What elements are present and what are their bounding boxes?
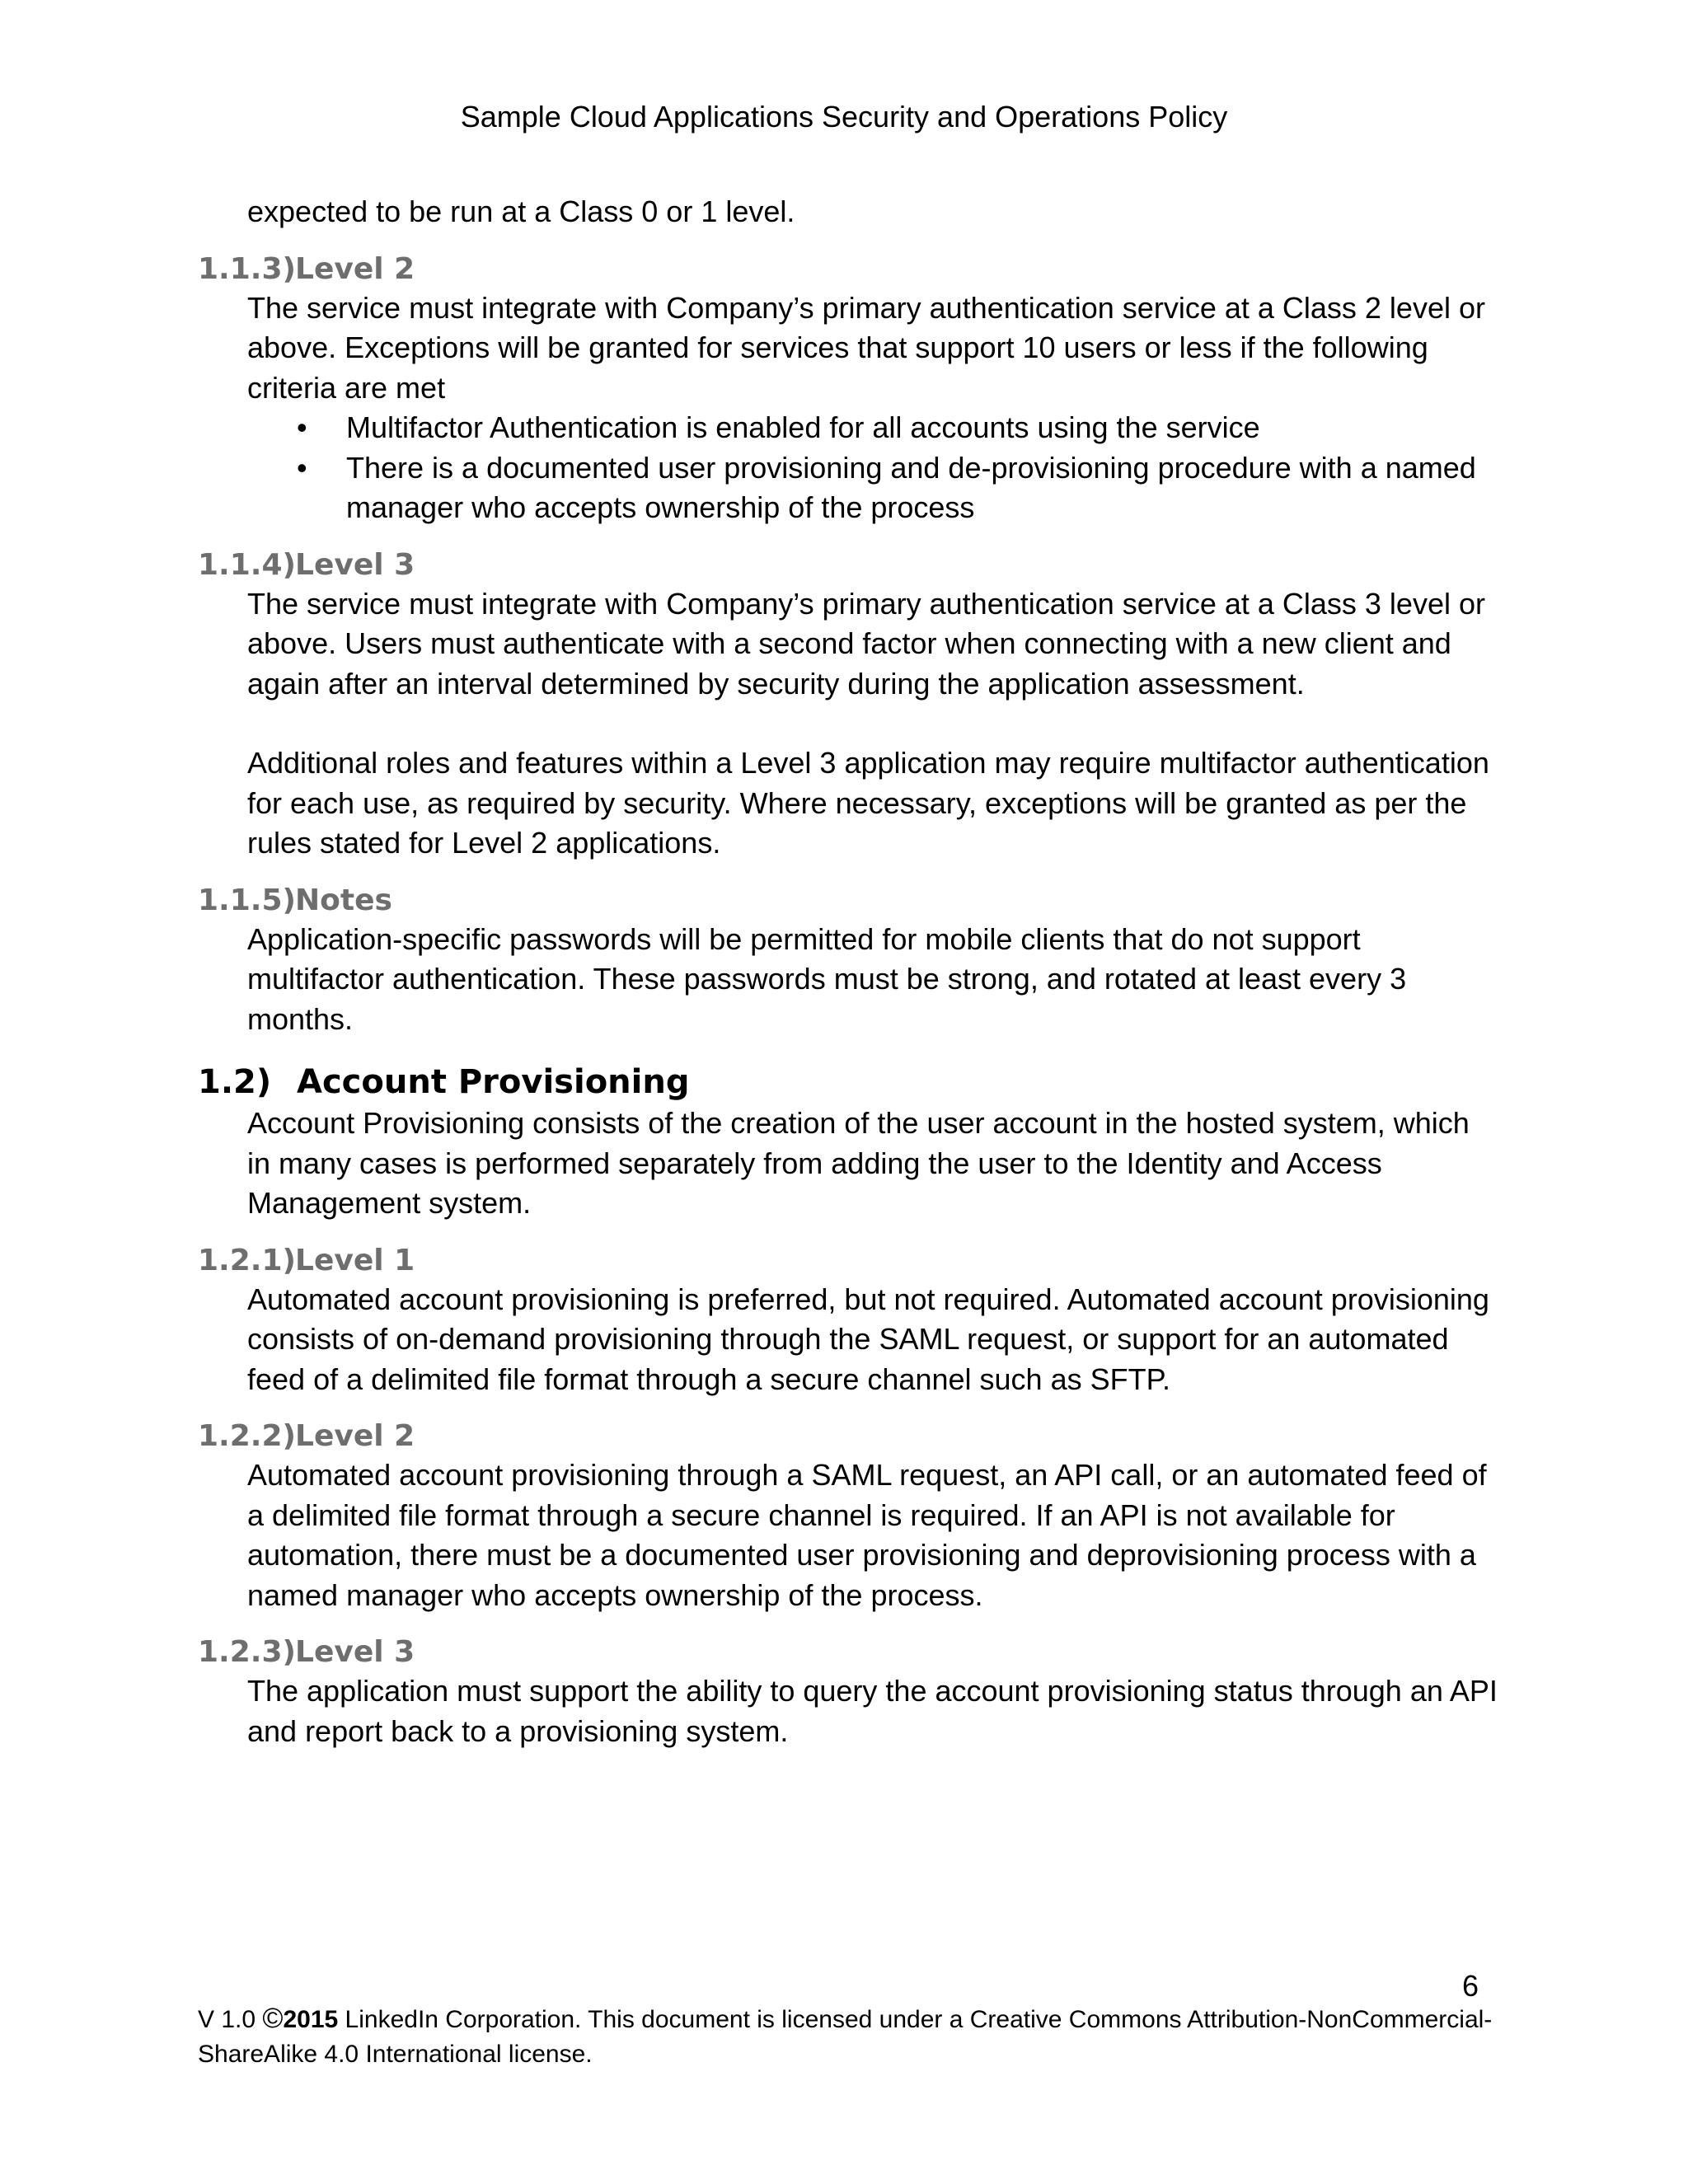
section-number: 1.1.4)	[198, 547, 296, 582]
section-1-2-2-paragraph: Automated account provisioning through a SAML request, an API call, or an automated feed of a delimited file format through a secure channel is required. If an API is not available for automation, there must be a documented user provisioning and deprovisioning process with a named manager who accepts ownership of the process.	[247, 1458, 1487, 1612]
section-1-1-3-heading	[198, 251, 1500, 288]
section-1-2-3-paragraph: The application must support the ability to query the account provisioning status through an API and report back to a provisioning system.	[247, 1674, 1498, 1748]
copyright-symbol: ©	[262, 2003, 284, 2034]
section-1-2-1-heading	[198, 1242, 1500, 1280]
section-title: Level 1	[295, 1243, 415, 1277]
bullet-icon: •	[297, 450, 307, 485]
section-1-1-4-paragraph-2: Additional roles and features within a Level 3 application may require multifactor authentication for each use, as required by security. Where necessary, exceptions will be granted as per the rules stated for Level 2 applications.	[247, 746, 1489, 860]
section-1-2-paragraph: Account Provisioning consists of the creation of the user account in the hosted system, which in many cases is performed separately from adding the user to the Identity and Access Management system.	[247, 1106, 1470, 1220]
section-title: Level 3	[295, 1635, 415, 1669]
section-1-1-5-paragraph: Application-specific passwords will be permitted for mobile clients that do not support multifactor authentication. These passwords must be strong, and rotated at least every 3 months.	[247, 921, 1407, 1036]
section-number: 1.2.2)	[198, 1419, 296, 1453]
section-title: Level 2	[295, 1419, 415, 1453]
section-number: 1.2)	[198, 1063, 272, 1101]
section-title: Level 2	[295, 251, 415, 286]
section-number: 1.1.3)	[198, 251, 296, 286]
list-item	[297, 408, 1500, 448]
section-number: 1.1.5)	[198, 883, 296, 917]
section-1-1-3-paragraph: The service must integrate with Company’s primary authentication service at a Class 2 level or above. Exceptions will be granted for services that support 10 users or less if the following criteria are met	[247, 290, 1485, 405]
section-1-1-4-heading	[198, 546, 1500, 584]
bullet-icon: •	[297, 410, 307, 444]
section-title: Level 3	[295, 547, 415, 582]
section-title: Notes	[295, 883, 392, 917]
section-number: 1.2.1)	[198, 1243, 296, 1277]
criteria-list	[297, 408, 1500, 528]
paragraph-spacer	[198, 704, 1500, 743]
page-footer	[198, 2001, 1550, 2072]
page-header: Sample Cloud Applications Security and Operations Policy	[460, 100, 1228, 134]
footer-version: V 1.0	[198, 2006, 263, 2033]
list-item-text: Multifactor Authentication is enabled for all accounts using the service	[346, 410, 1260, 444]
section-1-2-3-heading	[198, 1633, 1500, 1671]
footer-year: 2015	[283, 2006, 339, 2033]
page-number: 6	[1461, 1969, 1479, 2003]
intro-paragraph: expected to be run at a Class 0 or 1 level.	[247, 194, 795, 228]
section-number: 1.2.3)	[198, 1635, 296, 1669]
section-1-2-heading	[198, 1061, 1500, 1104]
list-item-text: There is a documented user provisioning and de-provisioning procedure with a named manager who accepts ownership of the process	[346, 450, 1476, 524]
list-item	[297, 448, 1500, 528]
document-body	[198, 192, 1500, 1751]
section-1-1-5-heading	[198, 882, 1500, 920]
section-title: Account Provisioning	[297, 1063, 690, 1101]
section-1-1-4-paragraph-1: The service must integrate with Company’s primary authentication service at a Class 3 level or above. Users must authenticate with a second factor when connecting with a new client and again after an interval determined by security during the application assessment.	[247, 586, 1485, 701]
section-1-2-2-heading	[198, 1418, 1500, 1455]
footer-license-text: LinkedIn Corporation. This document is licensed under a Creative Commons Attribution-NonCommercial-ShareAlike 4.0 International license.	[198, 2006, 1493, 2068]
section-1-2-1-paragraph: Automated account provisioning is preferred, but not required. Automated account provisioning consists of on-demand provisioning through the SAML request, or support for an automated feed of a delimited file format through a secure channel such as SFTP.	[247, 1282, 1489, 1396]
